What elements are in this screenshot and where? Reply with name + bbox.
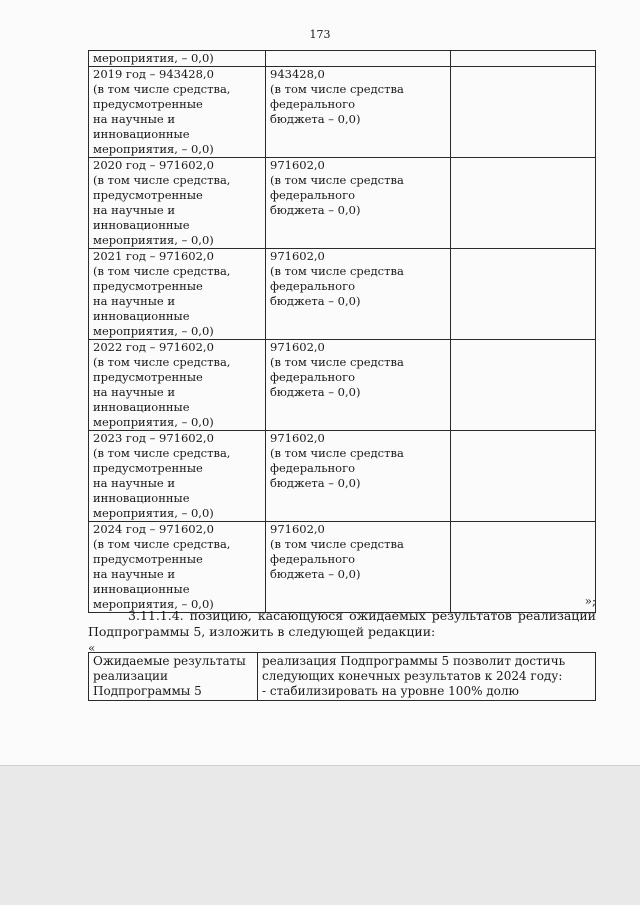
cell-line: федерального	[270, 188, 356, 202]
federal-budget-cell	[266, 249, 451, 340]
cell-line: (в том числе средства	[270, 537, 404, 551]
results-value-cell	[258, 653, 596, 701]
empty-cell	[451, 51, 596, 67]
cell-line: инновационные	[93, 400, 190, 414]
cell-line: (в том числе средства,	[93, 355, 231, 369]
page-number: 173	[309, 28, 331, 41]
year-amount-cell	[89, 522, 266, 613]
cell-line: мероприятия, – 0,0)	[93, 233, 214, 247]
cell-line: инновационные	[93, 218, 190, 232]
cell-line: на научные и	[93, 112, 176, 126]
cell-line: бюджета – 0,0)	[270, 476, 361, 490]
year-amount-cell	[89, 431, 266, 522]
cell-line: - стабилизировать на уровне 100% долю	[262, 684, 519, 698]
empty-cell	[451, 340, 596, 431]
cell-line: на научные и	[93, 294, 176, 308]
cell-line: мероприятия, – 0,0)	[93, 51, 214, 65]
cell-line: Ожидаемые результаты	[93, 654, 246, 668]
table-row	[89, 67, 596, 158]
cell-line: 2024 год – 971602,0	[93, 522, 214, 536]
cell-line: мероприятия, – 0,0)	[93, 142, 214, 156]
results-label-cell	[89, 653, 258, 701]
cell-line: (в том числе средства	[270, 82, 404, 96]
cell-line: (в том числе средства,	[93, 537, 231, 551]
cell-line: 2023 год – 971602,0	[93, 431, 214, 445]
cell-line: предусмотренные	[93, 552, 203, 566]
cell-line: 2022 год – 971602,0	[93, 340, 214, 354]
cell-line: мероприятия, – 0,0)	[93, 597, 214, 611]
cell-line: следующих конечных результатов к 2024 году:	[262, 669, 563, 683]
year-amount-cell	[89, 51, 266, 67]
cell-line: (в том числе средства	[270, 264, 404, 278]
cell-line: на научные и	[93, 203, 176, 217]
results-table	[88, 652, 596, 701]
empty-cell	[451, 249, 596, 340]
cell-line: инновационные	[93, 309, 190, 323]
empty-cell	[451, 522, 596, 613]
cell-line: бюджета – 0,0)	[270, 385, 361, 399]
cell-line: федерального	[270, 370, 356, 384]
cell-line: 971602,0	[270, 431, 325, 445]
cell-line: на научные и	[93, 567, 176, 581]
cell-line: (в том числе средства	[270, 173, 404, 187]
cell-line: федерального	[270, 552, 356, 566]
cell-line: на научные и	[93, 476, 176, 490]
cell-line: реализация Подпрограммы 5 позволит достичь	[262, 654, 566, 668]
cell-line: мероприятия, – 0,0)	[93, 324, 214, 338]
cell-line: 2019 год – 943428,0	[93, 67, 214, 81]
year-amount-cell	[89, 340, 266, 431]
federal-budget-cell	[266, 522, 451, 613]
cell-line: мероприятия, – 0,0)	[93, 506, 214, 520]
table-row	[89, 431, 596, 522]
table-row	[89, 249, 596, 340]
cell-line: бюджета – 0,0)	[270, 567, 361, 581]
year-amount-cell	[89, 67, 266, 158]
cell-line: бюджета – 0,0)	[270, 112, 361, 126]
cell-line: 971602,0	[270, 522, 325, 536]
empty-cell	[451, 158, 596, 249]
closing-quote-mark: »;	[584, 594, 596, 608]
amendment-paragraph	[88, 608, 596, 640]
cell-line: (в том числе средства	[270, 355, 404, 369]
cell-line: бюджета – 0,0)	[270, 294, 361, 308]
cell-line: 971602,0	[270, 158, 325, 172]
cell-line: предусмотренные	[93, 97, 203, 111]
table-row	[89, 158, 596, 249]
results-row	[89, 653, 596, 701]
cell-line: на научные и	[93, 385, 176, 399]
cell-line: 971602,0	[270, 340, 325, 354]
cell-line: (в том числе средства,	[93, 446, 231, 460]
table-row	[89, 340, 596, 431]
cell-line: федерального	[270, 97, 356, 111]
year-amount-cell	[89, 249, 266, 340]
paragraph-text: 3.11.1.4. позицию, касающуюся ожидаемых результатов реализации Подпрограммы 5, изложить в следующей редакции:	[88, 608, 596, 639]
cell-line: предусмотренные	[93, 188, 203, 202]
empty-cell	[451, 431, 596, 522]
cell-line: бюджета – 0,0)	[270, 203, 361, 217]
table-row	[89, 522, 596, 613]
cell-line: предусмотренные	[93, 279, 203, 293]
cell-line: 971602,0	[270, 249, 325, 263]
federal-budget-cell	[266, 340, 451, 431]
cell-line: инновационные	[93, 582, 190, 596]
cell-line: федерального	[270, 461, 356, 475]
cell-line: реализации	[93, 669, 168, 683]
federal-budget-cell	[266, 51, 451, 67]
empty-cell	[451, 67, 596, 158]
opening-quote-mark: «	[88, 641, 96, 655]
table-row	[89, 51, 596, 67]
cell-line: инновационные	[93, 491, 190, 505]
cell-line: федерального	[270, 279, 356, 293]
cell-line: (в том числе средства	[270, 446, 404, 460]
cell-line: (в том числе средства,	[93, 264, 231, 278]
cell-line: (в том числе средства,	[93, 173, 231, 187]
cell-line: 943428,0	[270, 67, 325, 81]
cell-line: 2020 год – 971602,0	[93, 158, 214, 172]
cell-line: предусмотренные	[93, 461, 203, 475]
cell-line: инновационные	[93, 127, 190, 141]
cell-line: предусмотренные	[93, 370, 203, 384]
year-amount-cell	[89, 158, 266, 249]
funding-table-body	[89, 51, 596, 613]
federal-budget-cell	[266, 158, 451, 249]
cell-line: мероприятия, – 0,0)	[93, 415, 214, 429]
cell-line: (в том числе средства,	[93, 82, 231, 96]
cell-line: 2021 год – 971602,0	[93, 249, 214, 263]
federal-budget-cell	[266, 67, 451, 158]
cell-line: Подпрограммы 5	[93, 684, 202, 698]
funding-table	[88, 50, 596, 613]
federal-budget-cell	[266, 431, 451, 522]
